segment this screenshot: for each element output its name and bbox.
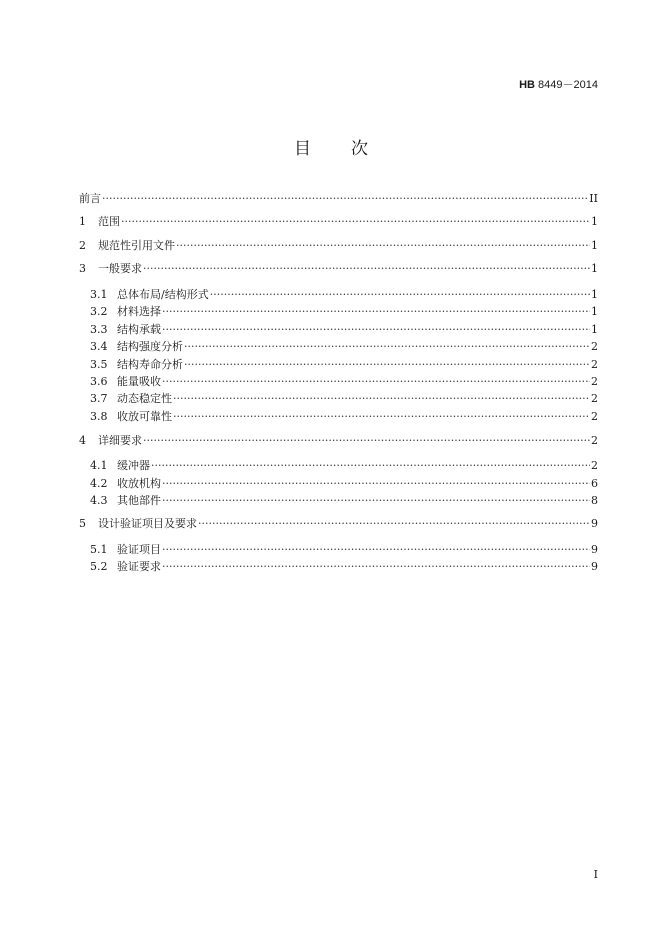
toc-leader-dots bbox=[121, 215, 590, 229]
toc-entry-page: 8 bbox=[591, 494, 598, 507]
toc-entry-label: 设计验证项目及要求 bbox=[98, 517, 197, 530]
toc-entry-label: 验证项目 bbox=[117, 543, 161, 556]
toc-entry-label: 材料选择 bbox=[117, 305, 161, 318]
toc-entry-page: 1 bbox=[591, 215, 598, 228]
toc-entry-page: 2 bbox=[591, 459, 598, 472]
toc-entry-page: 9 bbox=[591, 517, 598, 530]
standard-prefix: HB bbox=[519, 79, 535, 91]
toc-entry[interactable] bbox=[90, 457, 598, 473]
toc-entry-number: 4.1 bbox=[90, 459, 108, 472]
toc-entry-page: 1 bbox=[591, 288, 598, 301]
toc-entry[interactable] bbox=[90, 475, 598, 491]
toc-leader-dots bbox=[162, 305, 590, 319]
toc-entry-label: 动态稳定性 bbox=[117, 392, 172, 405]
toc-entry[interactable] bbox=[79, 190, 598, 206]
toc-entry-page: 2 bbox=[591, 434, 598, 447]
toc-entry-number: 3.4 bbox=[90, 340, 108, 353]
toc-entry[interactable] bbox=[79, 213, 598, 229]
toc-entry[interactable] bbox=[79, 432, 598, 448]
toc-entry[interactable] bbox=[90, 286, 598, 302]
toc-leader-dots bbox=[184, 358, 590, 372]
toc-entry[interactable] bbox=[90, 390, 598, 406]
toc-entry-page: 2 bbox=[591, 340, 598, 353]
toc-entry-label: 前言 bbox=[79, 192, 101, 205]
toc-entry-number: 4 bbox=[79, 434, 86, 447]
title-char-2: 次 bbox=[351, 139, 368, 159]
toc-entry-number: 3.3 bbox=[90, 323, 108, 336]
toc-entry-number: 2 bbox=[79, 239, 86, 252]
toc-leader-dots bbox=[102, 192, 588, 206]
toc-entry[interactable] bbox=[90, 303, 598, 319]
toc-entry-label: 结构承载 bbox=[117, 323, 161, 336]
toc-leader-dots bbox=[210, 288, 590, 302]
toc-entry[interactable] bbox=[90, 492, 598, 508]
toc-leader-dots bbox=[162, 543, 590, 557]
toc-entry-page: 6 bbox=[591, 477, 598, 490]
toc-entry-page: II bbox=[589, 192, 598, 205]
toc-entry-number: 4.2 bbox=[90, 477, 108, 490]
toc-entry[interactable] bbox=[90, 356, 598, 372]
toc-entry[interactable] bbox=[90, 408, 598, 424]
toc-entry-label: 能量吸收 bbox=[117, 375, 161, 388]
toc-entry-number: 3.1 bbox=[90, 288, 108, 301]
toc-entry-number: 3 bbox=[79, 262, 86, 275]
toc-entry-number: 5.2 bbox=[90, 560, 108, 573]
toc-entry-page: 1 bbox=[591, 305, 598, 318]
toc-entry[interactable] bbox=[90, 338, 598, 354]
toc-entry-label: 缓冲器 bbox=[117, 459, 150, 472]
toc-entry-number: 1 bbox=[79, 215, 86, 228]
page-title bbox=[0, 134, 662, 159]
toc-entry-page: 1 bbox=[591, 239, 598, 252]
toc-leader-dots bbox=[198, 517, 590, 531]
toc-leader-dots bbox=[162, 477, 590, 491]
toc-leader-dots bbox=[162, 375, 590, 389]
toc-entry-label: 范围 bbox=[98, 215, 120, 228]
toc-entry-number: 3.8 bbox=[90, 410, 108, 423]
toc-leader-dots bbox=[173, 392, 590, 406]
toc-leader-dots bbox=[162, 323, 590, 337]
toc-leader-dots bbox=[173, 410, 590, 424]
toc-entry-number: 3.2 bbox=[90, 305, 108, 318]
toc-entry-page: 9 bbox=[591, 543, 598, 556]
toc-leader-dots bbox=[151, 459, 590, 473]
toc-entry[interactable] bbox=[79, 515, 598, 531]
toc-entry[interactable] bbox=[90, 373, 598, 389]
toc-leader-dots bbox=[162, 560, 590, 574]
toc-entry-label: 结构寿命分析 bbox=[117, 358, 183, 371]
toc-entry-label: 验证要求 bbox=[117, 560, 161, 573]
toc-entry-page: 2 bbox=[591, 358, 598, 371]
title-char-1: 目 bbox=[294, 139, 311, 159]
toc-leader-dots bbox=[162, 494, 590, 508]
toc-entry-label: 总体布局/结构形式 bbox=[117, 288, 209, 301]
standard-number: 8449－2014 bbox=[538, 79, 598, 91]
toc-entry-page: 2 bbox=[591, 375, 598, 388]
standard-code bbox=[519, 76, 598, 92]
page-number: I bbox=[593, 868, 598, 881]
toc-entry-page: 1 bbox=[591, 323, 598, 336]
toc-leader-dots bbox=[184, 340, 590, 354]
toc-entry-label: 规范性引用文件 bbox=[98, 239, 175, 252]
toc-entry-label: 详细要求 bbox=[98, 434, 142, 447]
toc-entry-page: 2 bbox=[591, 392, 598, 405]
toc-entry-number: 4.3 bbox=[90, 494, 108, 507]
toc-entry-number: 3.6 bbox=[90, 375, 108, 388]
toc-entry[interactable] bbox=[90, 321, 598, 337]
toc-entry-label: 其他部件 bbox=[117, 494, 161, 507]
toc-entry-page: 2 bbox=[591, 410, 598, 423]
toc-entry-number: 3.7 bbox=[90, 392, 108, 405]
toc-entry-number: 5.1 bbox=[90, 543, 108, 556]
toc-entry[interactable] bbox=[90, 558, 598, 574]
toc-entry[interactable] bbox=[90, 541, 598, 557]
toc-entry-label: 结构强度分析 bbox=[117, 340, 183, 353]
toc-entry-page: 1 bbox=[591, 262, 598, 275]
toc-entry-label: 收放机构 bbox=[117, 477, 161, 490]
toc-entry-label: 收放可靠性 bbox=[117, 410, 172, 423]
toc-entry[interactable] bbox=[79, 237, 598, 253]
toc-leader-dots bbox=[143, 434, 590, 448]
toc-leader-dots bbox=[143, 262, 590, 276]
toc-entry-label: 一般要求 bbox=[98, 262, 142, 275]
toc-entry[interactable] bbox=[79, 260, 598, 276]
toc-entry-page: 9 bbox=[591, 560, 598, 573]
toc-entry-number: 5 bbox=[79, 517, 86, 530]
toc-entry-number: 3.5 bbox=[90, 358, 108, 371]
toc-leader-dots bbox=[176, 239, 590, 253]
